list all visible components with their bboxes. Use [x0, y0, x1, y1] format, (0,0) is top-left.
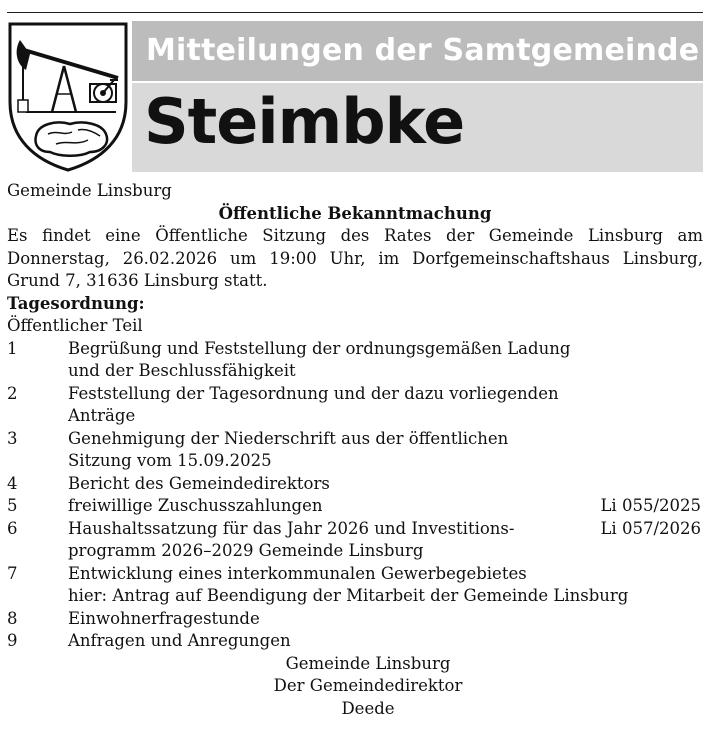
intro-line: Es findet eine Öffentliche Sitzung des Rates der Gemeinde Linsburg am [7, 226, 703, 245]
agenda-item-number: 9 [7, 631, 18, 650]
agenda-item-reference: Li 057/2026 [600, 518, 701, 538]
agenda-item-text: Feststellung der Tagesordnung und der dazu vorliegenden [68, 383, 559, 403]
agenda-item-number: 1 [7, 338, 18, 358]
agenda-item-text: Bericht des Gemeindedirektors [68, 473, 330, 493]
header-title-line2: Steimbke [144, 85, 465, 158]
coat-of-arms-icon [6, 20, 130, 172]
agenda-item [7, 428, 703, 451]
agenda-item-number: 6 [7, 518, 18, 538]
agenda-item-continuation [7, 540, 703, 563]
agenda-item-text: Anträge [68, 406, 136, 425]
signature-title: Der Gemeindedirektor [273, 676, 463, 695]
announcement-body [7, 180, 703, 720]
agenda-item [7, 338, 703, 361]
agenda-item-text: Einwohnerfragestunde [68, 608, 260, 628]
signature-name: Deede [341, 698, 395, 718]
agenda-item-continuation [7, 360, 703, 383]
agenda-item-continuation [7, 450, 703, 473]
agenda-item [7, 630, 703, 653]
intro-line: Donnerstag, 26.02.2026 um 19:00 Uhr, im Dorfgemeinschaftshaus Linsburg, [7, 248, 703, 268]
agenda-item [7, 563, 703, 586]
agenda-item-reference: Li 055/2025 [600, 496, 701, 515]
agenda-item-text: Haushaltssatzung für das Jahr 2026 und Investitions- [68, 518, 515, 538]
agenda-item [7, 383, 703, 406]
agenda-item-text: hier: Antrag auf Beendigung der Mitarbeit der Gemeinde Linsburg [68, 586, 629, 605]
agenda-section-label: Öffentlicher Teil [7, 316, 143, 335]
agenda-item-text: und der Beschlussfähigkeit [68, 361, 296, 380]
agenda-item-text: Begrüßung und Feststellung der ordnungsgemäßen Ladung [68, 338, 571, 358]
agenda-item-number: 4 [7, 473, 18, 493]
agenda-item [7, 608, 703, 631]
agenda-item-continuation [7, 405, 703, 428]
agenda-item-continuation [7, 585, 703, 608]
agenda-item [7, 518, 703, 541]
agenda-list [7, 338, 703, 653]
announcement-heading: Öffentliche Bekanntmachung [218, 203, 492, 223]
agenda-item-text: Entwicklung eines interkommunalen Gewerbegebietes [68, 563, 527, 583]
header-banner-bottom [132, 83, 703, 172]
agenda-item-number: 8 [7, 608, 18, 628]
top-rule [7, 12, 703, 13]
agenda-item-text: Genehmigung der Niederschrift aus der öffentlichen [68, 428, 509, 448]
municipality-name: Gemeinde Linsburg [7, 181, 172, 200]
agenda-item-number: 7 [7, 563, 18, 583]
agenda-item-text: Anfragen und Anregungen [68, 631, 291, 650]
signature-block [7, 653, 703, 721]
agenda-item [7, 495, 703, 518]
header-banner-top [132, 21, 703, 81]
agenda-item-text: programm 2026–2029 Gemeinde Linsburg [68, 541, 424, 560]
agenda-item-number: 3 [7, 428, 18, 448]
agenda-item-number: 2 [7, 383, 18, 403]
intro-line: Grund 7, 31636 Linsburg statt. [7, 271, 268, 290]
agenda-item [7, 473, 703, 496]
header-title-line1: Mitteilungen der Samtgemeinde [146, 33, 700, 68]
agenda-item-text: freiwillige Zuschusszahlungen [68, 496, 323, 515]
agenda-heading: Tagesordnung: [7, 293, 145, 313]
signature-municipality: Gemeinde Linsburg [285, 653, 451, 673]
agenda-item-number: 5 [7, 496, 18, 515]
agenda-item-text: Sitzung vom 15.09.2025 [68, 451, 272, 470]
